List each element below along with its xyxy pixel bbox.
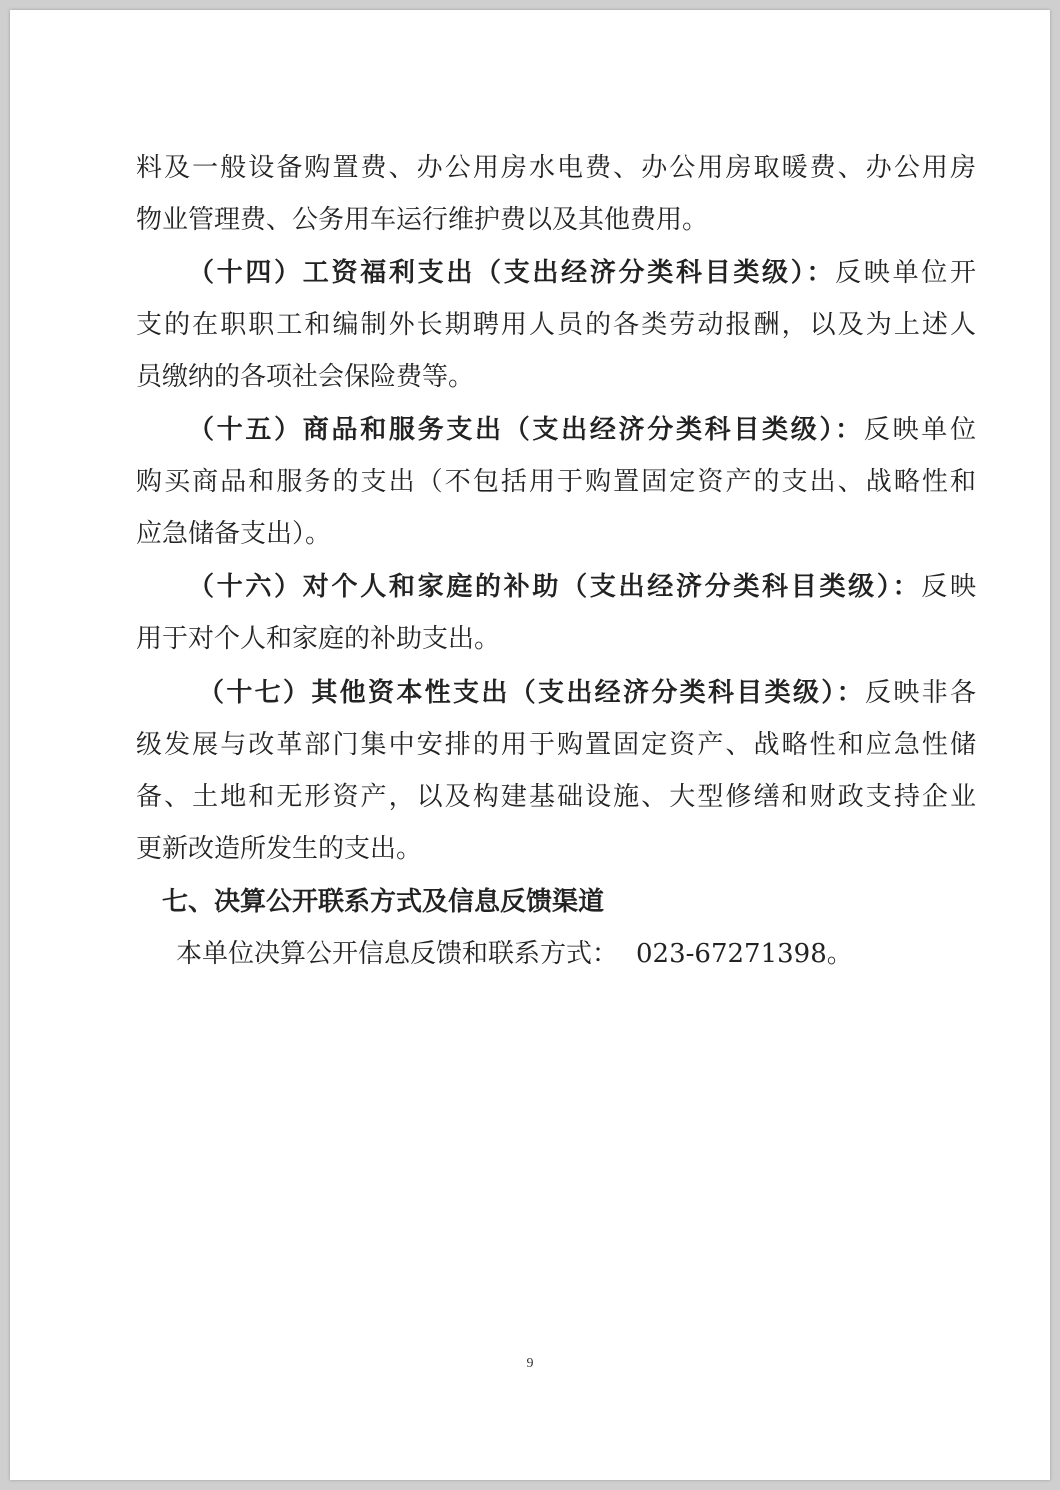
paragraph-17-line-4: 更新改造所发生的支出。 <box>136 834 423 864</box>
paragraph-15-line-1-text: 反映单位 <box>863 415 976 445</box>
paragraph-15-line-1 <box>188 412 976 448</box>
paragraph-14-line-1-text: 反映单位开 <box>835 258 976 288</box>
paragraph-17-line-2: 级发展与改革部门集中安排的用于购置固定资产、战略性和应急性储 <box>136 730 976 760</box>
paragraph-17-heading: （十七）其他资本性支出（支出经济分类科目类级）： <box>198 678 865 708</box>
paragraph-17-line-1 <box>198 675 976 711</box>
paragraph-17-line-1-text: 反映非各 <box>864 678 976 708</box>
paragraph-continuation-line-2: 物业管理费、公务用车运行维护费以及其他费用。 <box>136 205 709 235</box>
paragraph-14-line-2: 支的在职职工和编制外长期聘用人员的各类劳动报酬，以及为上述人 <box>136 310 976 340</box>
paragraph-16-line-1 <box>188 569 976 605</box>
contact-label: 本单位决算公开信息反馈和联系方式： <box>176 939 619 969</box>
paragraph-continuation-line-1: 料及一般设备购置费、办公用房水电费、办公用房取暖费、办公用房 <box>136 153 976 183</box>
paragraph-15-line-3: 应急储备支出）。 <box>136 519 332 549</box>
contact-phone: 023-67271398。 <box>636 939 853 969</box>
paragraph-17-line-3: 备、土地和无形资产，以及构建基础设施、大型修缮和财政支持企业 <box>136 782 976 812</box>
paragraph-14-heading: （十四）工资福利支出（支出经济分类科目类级）： <box>188 258 836 288</box>
paragraph-14-line-3: 员缴纳的各项社会保险费等。 <box>136 362 475 392</box>
paragraph-16-line-2: 用于对个人和家庭的补助支出。 <box>136 624 501 654</box>
paragraph-16-line-1-text: 反映 <box>921 572 976 602</box>
section-7-title: 七、决算公开联系方式及信息反馈渠道 <box>162 887 605 917</box>
document-page <box>10 10 1050 1480</box>
contact-line <box>176 936 976 972</box>
paragraph-15-line-2: 购买商品和服务的支出（不包括用于购置固定资产的支出、战略性和 <box>136 467 976 497</box>
paragraph-16-heading: （十六）对个人和家庭的补助（支出经济分类科目类级）： <box>188 572 922 602</box>
page-number: 9 <box>526 1356 534 1371</box>
paragraph-14-line-1 <box>188 255 976 291</box>
paragraph-15-heading: （十五）商品和服务支出（支出经济分类科目类级）： <box>188 415 864 445</box>
